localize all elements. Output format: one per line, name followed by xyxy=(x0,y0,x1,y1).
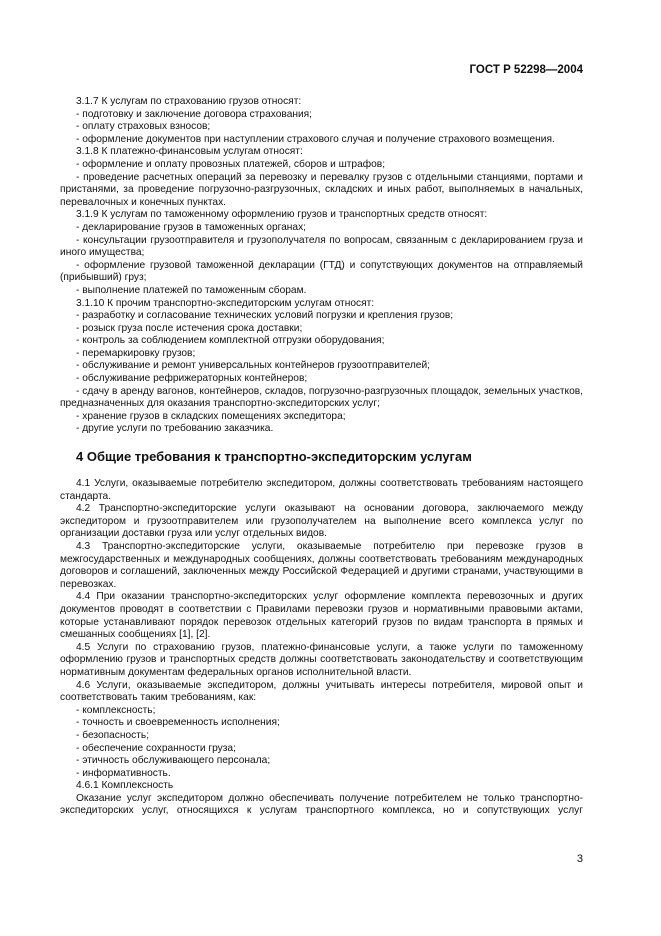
list-item: - проведение расчетных операций за перевозку и перевалку грузов с отдельными станциями, портами и пристанями, за проведение погрузочно-разгрузочных, складских и иных работ, выполняемых в начальных, перевалочных и конечных пунктах. xyxy=(60,171,583,208)
paragraph-3-1-8: 3.1.8 К платежно-финансовым услугам относят: xyxy=(76,146,303,158)
list-item: - контроль за соблюдением комплектной отгрузки оборудования; xyxy=(76,335,385,347)
list-item: - комплексность; xyxy=(76,704,156,716)
section-4-heading: 4 Общие требования к транспортно-экспедиторским услугам xyxy=(76,449,472,465)
list-item: - информативность. xyxy=(76,767,171,779)
page-number: 3 xyxy=(576,853,583,865)
list-item: - безопасность; xyxy=(76,729,150,741)
list-item: - сдачу в аренду вагонов, контейнеров, складов, погрузочно-разгрузочных площадок, земельных участков, предназначенных для оказания транспортно-экспедиторских услуг; xyxy=(60,385,583,410)
list-item: - точность и своевременность исполнения; xyxy=(76,717,280,729)
paragraph-4-4: 4.4 При оказании транспортно-экспедиторских услуг оформление комплекта перевозочных и других документов проводят в соответствии с Правилами перевозки грузов и нормативными правовыми актами, которые устанавливают порядок перевозок отдельных категорий грузов по видам транспорта в прямых и смешанных сообщениях [1], [2]. xyxy=(60,591,583,641)
paragraph-4-6: 4.6 Услуги, оказываемые экспедитором, должны учитывать интересы потребителя, мировой опыт и соответствовать таким требованиям, как: xyxy=(60,679,583,704)
list-item: - разработку и согласование технических условий погрузки и крепления грузов; xyxy=(76,310,454,322)
list-item: - выполнение платежей по таможенным сборам. xyxy=(76,284,307,296)
list-item: - розыск груза после истечения срока доставки; xyxy=(76,322,303,334)
paragraph-3-1-7: 3.1.7 К услугам по страхованию грузов относят: xyxy=(76,96,302,107)
paragraph-3-1-9: 3.1.9 К услугам по таможенному оформлению грузов и транспортных средств относят: xyxy=(76,209,488,221)
list-item: - консультации грузоотправителя и грузополучателя по вопросам, связанным с декларированием груза и иного имущества; xyxy=(60,234,583,259)
list-item: - перемаркировку грузов; xyxy=(76,347,196,359)
list-item: - оформление и оплату провозных платежей, сборов и штрафов; xyxy=(76,158,386,170)
list-item: - обслуживание рефрижераторных контейнеров; xyxy=(76,373,308,385)
paragraph-4-6-1: Оказание услуг экспедитором должно обеспечивать получение потребителем не только транспортно-экспедиторских услуг, относящихся к услугам транспортного комплекса, но и сопутствующих услуг xyxy=(60,792,583,817)
list-item: - обслуживание и ремонт универсальных контейнеров грузоотправителей; xyxy=(76,360,430,372)
paragraph-4-3: 4.3 Транспортно-экспедиторские услуги, оказываемые потребителю при перевозке грузов в межгосударственных и международных сообщениях, должны соответствовать требованиям международных договоров и соглашений, заключенных между Российской Федерацией и другими странами, участвующими в перевозках. xyxy=(60,541,583,590)
list-item: - оформление грузовой таможенной декларации (ГТД) и сопутствующих документов на отправляемый (прибывший) груз; xyxy=(60,259,583,284)
paragraph-4-2: 4.2 Транспортно-экспедиторские услуги оказывают на основании договора, заключаемого между экспедитором и грузоотправителем или грузополучателем на выполнение всего комплекса услуг по организации доставки груза или услуг отдельных видов. xyxy=(60,503,583,540)
subsection-4-6-1-title: 4.6.1 Комплексность xyxy=(76,780,174,792)
page-content xyxy=(60,96,583,818)
paragraph-4-1: 4.1 Услуги, оказываемые потребителю экспедитором, должны соответствовать требованиям настоящего стандарта. xyxy=(60,478,583,502)
list-item: - оплату страховых взносов; xyxy=(76,121,211,133)
list-item: - подготовку и заключение договора страхования; xyxy=(76,108,313,120)
paragraph-3-1-10: 3.1.10 К прочим транспортно-экспедиторским услугам относят: xyxy=(76,297,375,309)
list-item: - оформление документов при наступлении страхового случая и получение страхового возмещения. xyxy=(76,133,555,145)
list-item: - хранение грузов в складских помещениях экспедитора; xyxy=(76,410,346,422)
list-item: - этичность обслуживающего персонала; xyxy=(76,755,271,767)
list-item: - другие услуги по требованию заказчика. xyxy=(76,423,274,435)
list-item: - декларирование грузов в таможенных органах; xyxy=(76,221,307,233)
paragraph-4-5: 4.5 Услуги по страхованию грузов, платежно-финансовые услуги, а также услуги по таможенному оформлению грузов и транспортных средств должны соответствовать законодательству и соответствующим нормативным документам федеральных органов исполнительной власти. xyxy=(60,641,583,678)
standard-header: ГОСТ Р 52298—2004 xyxy=(469,64,583,76)
list-item: - обеспечение сохранности груза; xyxy=(76,742,236,754)
